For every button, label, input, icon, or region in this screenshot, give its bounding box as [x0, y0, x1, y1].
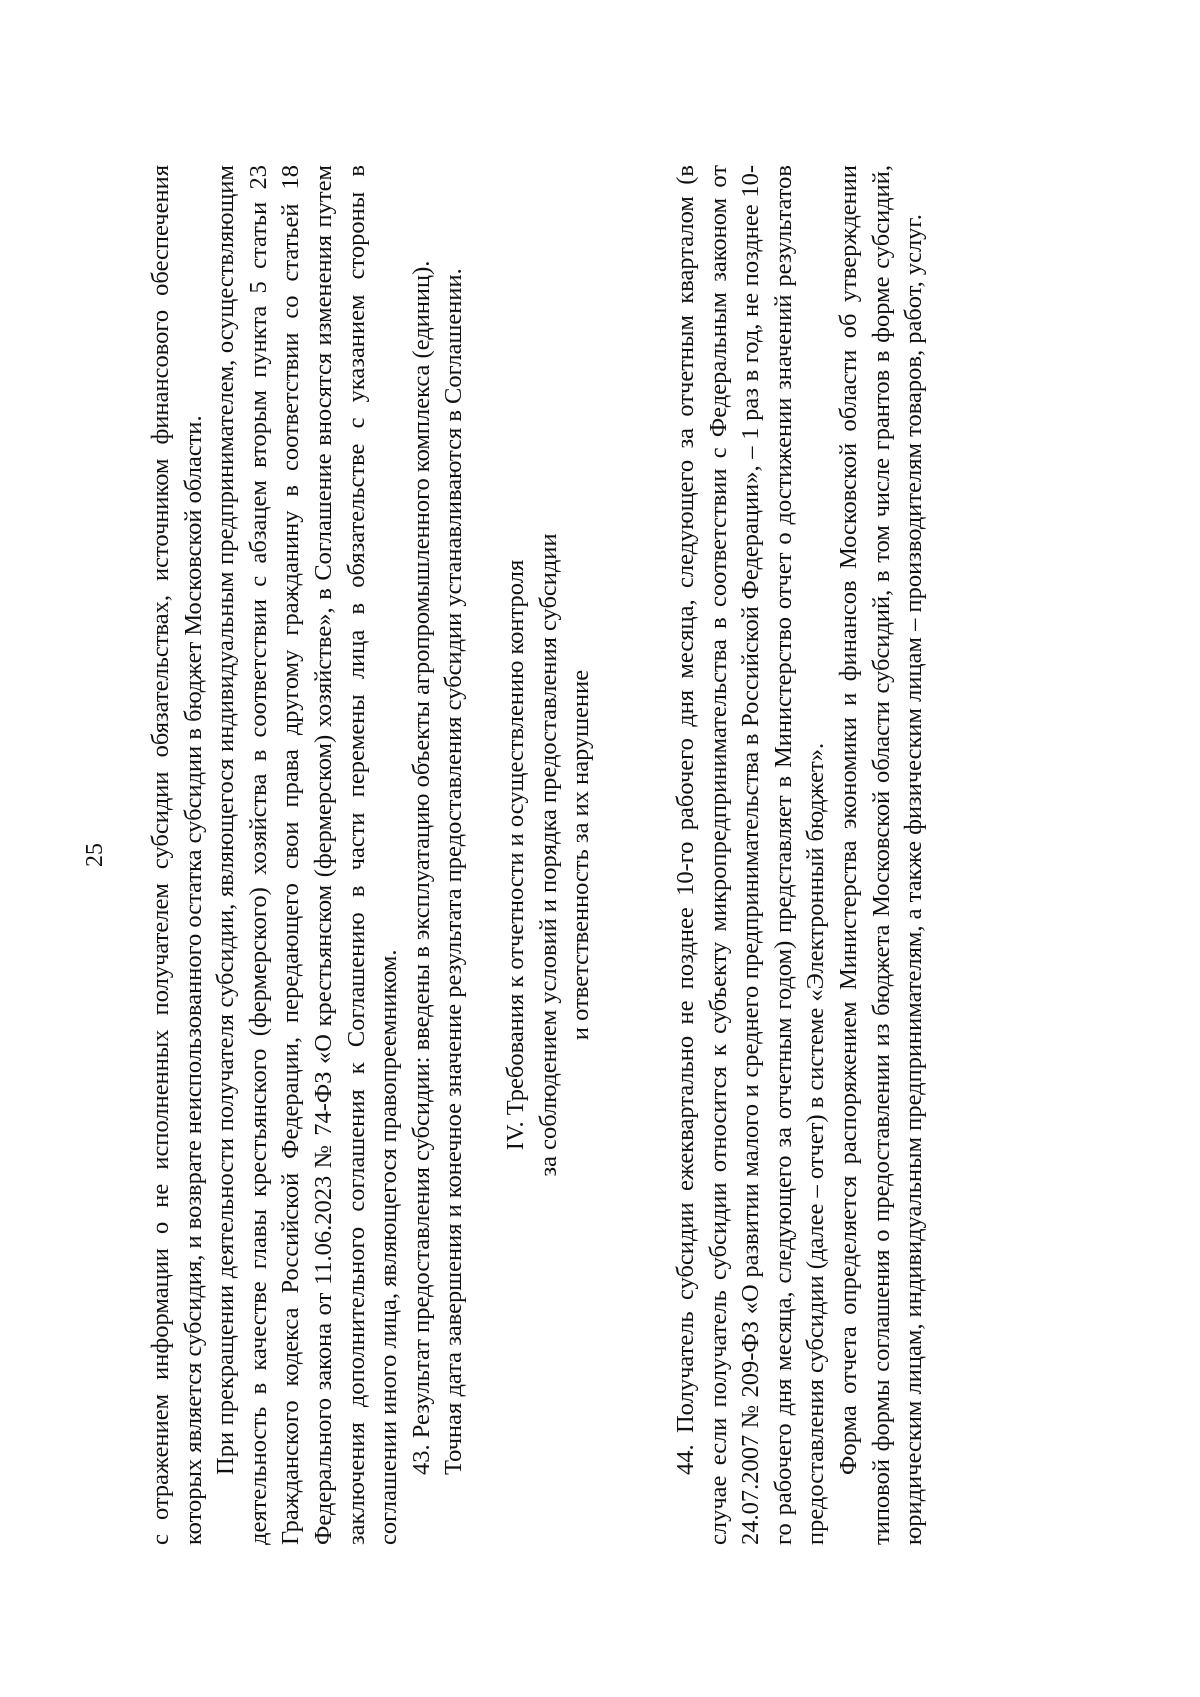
heading-line-1: IV. Требования к отчетности и осуществлению контроля — [502, 559, 529, 1151]
section-heading — [500, 165, 598, 1545]
paragraph-termination: При прекращении деятельности получателя субсидии, являющегося индивидуальным предпринимателем, осуществляющим деятельность в качестве главы крестьянского (фермерского) хозяйства в соответствии с абзацем вторым пункта 5 статьи 23 Гражданского кодекса Российской Федерации, передающего свои права другому гражданину в соответствии со статьей 18 Федерального закона от 11.06.2023 № 74-ФЗ «О крестьянском (фермерском) хозяйстве», в Соглашение вносятся изменения путем заключения дополнительного соглашения к Соглашению в части перемены лица в обязательстве с указанием стороны в соглашении иного лица, являющегося правопреемником. — [212, 165, 403, 1545]
rotated-page-content — [82, 165, 1005, 1545]
paragraph-44: 44. Получатель субсидии ежеквартально не позднее 10-го рабочего дня месяца, следующего за отчетным кварталом (в случае если получатель субсидии относится к субъекту микропредпринимательства в соответствии с Федеральным законом от 24.07.2007 № 209-ФЗ «О развитии малого и среднего предпринимательства в Российской Федерации», – 1 раз в год, не позднее 10-го рабочего дня месяца, следующего за отчетным годом) представляет в Министерство отчет о достижении значений результатов предоставления субсидии (далее – отчет) в системе «Электронный бюджет». — [672, 165, 830, 1545]
paragraph-43: 43. Результат предоставления субсидии: введены в эксплуатацию объекты агропромышленного комплекса (единиц). — [407, 260, 435, 1475]
heading-line-3: и ответственность за их нарушение — [567, 669, 595, 1041]
section-bottom — [670, 165, 931, 1545]
page-number: 25 — [82, 843, 108, 867]
paragraph-completion-date: Точная дата завершения и конечное значение результата предоставления субсидии устанавливаются в Соглашении. — [440, 268, 468, 1475]
paragraph-report-form: Форма отчета определяется распоряжением Министерства экономики и финансов Московской области об утверждении типовой формы соглашения о предоставлении из бюджета Московской области субсидий, в том числе грантов в форме субсидий, юридическим лицам, индивидуальным предпринимателям, а также физическим лицам – производителям товаров, работ, услуг. — [834, 165, 928, 1545]
section-top — [145, 165, 471, 1545]
heading-line-2: за соблюдением условий и порядка предоставления субсидии — [534, 533, 562, 1177]
paragraph-continuation: с отражением информации о не исполненных получателем субсидии обязательствах, источником финансового обеспечения которых является субсидия, и возврате неиспользованного остатка субсидии в бюджет Московской области. — [147, 165, 207, 1545]
